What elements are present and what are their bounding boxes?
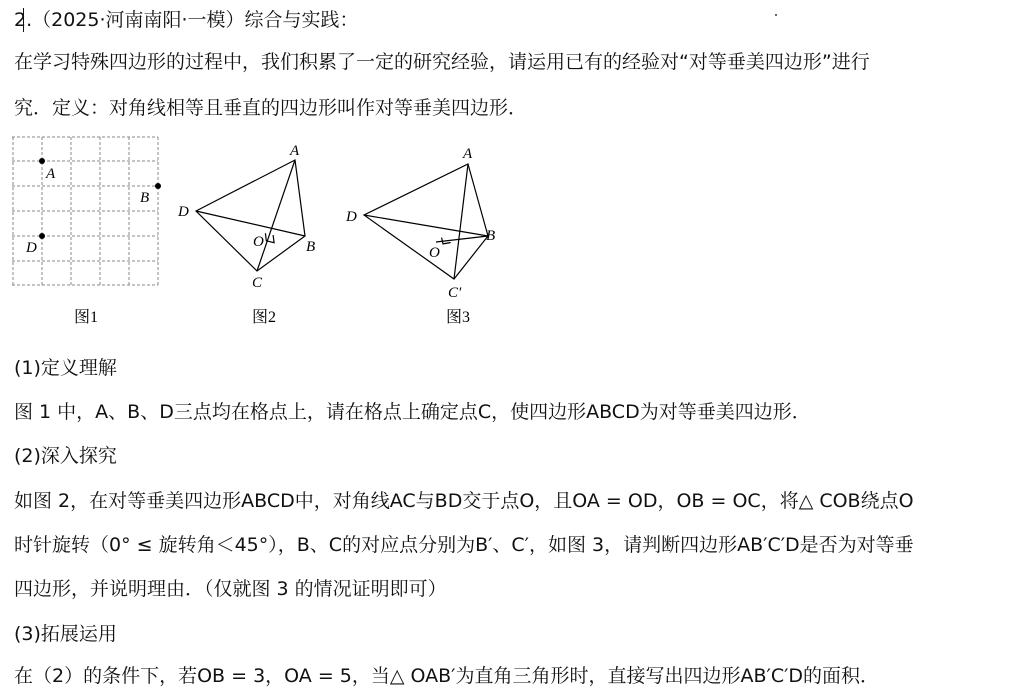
figure-2 bbox=[172, 136, 332, 331]
problem-header: 2.（2025·河南南阳·一模）综合与实践： bbox=[14, 9, 359, 31]
label-b: B bbox=[306, 239, 316, 255]
segment-ob-prime bbox=[436, 236, 488, 242]
diagonal-ac-prime bbox=[454, 164, 468, 279]
label-o: O bbox=[253, 234, 264, 250]
figure-3 bbox=[340, 136, 540, 336]
quad-ab-c-d bbox=[364, 164, 488, 279]
intro-line-2: 究．定义：对角线相等且垂直的四边形叫作对等垂美四边形． bbox=[14, 97, 528, 119]
label-d: D bbox=[26, 240, 37, 256]
figure-1 bbox=[12, 136, 172, 331]
label-c: C bbox=[252, 275, 263, 291]
q2-title: (2)深入探究 bbox=[14, 445, 117, 467]
label-b: B bbox=[486, 228, 496, 244]
q2-body-2: 时针旋转（0° ≤ 旋转角＜45°），B、C的对应点分别为B′、C′，如图 3，请判断四边形AB′C′D是否为对等垂 bbox=[14, 534, 914, 556]
q1-body: 图 1 中，A、B、D三点均在格点上，请在格点上确定点C，使四边形ABCD为对等垂美四边形． bbox=[14, 401, 811, 423]
label-a: A bbox=[46, 166, 56, 182]
label-d: D bbox=[178, 204, 189, 220]
figure-3-caption: 图3 bbox=[445, 309, 471, 326]
quad-abcd bbox=[196, 160, 305, 271]
label-a: A bbox=[290, 143, 300, 159]
label-o: O bbox=[429, 245, 440, 261]
diagonal-bd bbox=[196, 211, 305, 236]
q2-body-1: 如图 2，在对等垂美四边形ABCD中，对角线AC与BD交于点O，且OA = OD，OB = OC，将△ COB绕点O bbox=[14, 490, 914, 512]
intro-line-1: 在学习特殊四边形的过程中，我们积累了一定的研究经验，请运用已有的经验对“对等垂美四边形”进行 bbox=[14, 51, 870, 73]
q1-title: (1)定义理解 bbox=[14, 357, 117, 379]
figure-1-caption: 图1 bbox=[73, 309, 99, 326]
label-c-prime: C′ bbox=[448, 285, 462, 301]
point-d bbox=[39, 233, 45, 239]
q3-title: (3)拓展运用 bbox=[14, 623, 117, 645]
label-b: B bbox=[140, 190, 150, 206]
label-a: A bbox=[463, 146, 473, 162]
label-d: D bbox=[346, 209, 357, 225]
stray-dot bbox=[775, 14, 777, 16]
point-b bbox=[155, 183, 161, 189]
q3-body: 在（2）的条件下，若OB = 3，OA = 5，当△ OAB′为直角三角形时，直接写出四边形AB′C′D的面积． bbox=[14, 665, 880, 687]
point-a bbox=[39, 158, 45, 164]
q2-body-3: 四边形，并说明理由．（仅就图 3 的情况证明即可） bbox=[14, 578, 447, 600]
figure-2-caption: 图2 bbox=[251, 309, 277, 326]
grid bbox=[12, 137, 158, 285]
diagonal-bd bbox=[364, 215, 488, 236]
